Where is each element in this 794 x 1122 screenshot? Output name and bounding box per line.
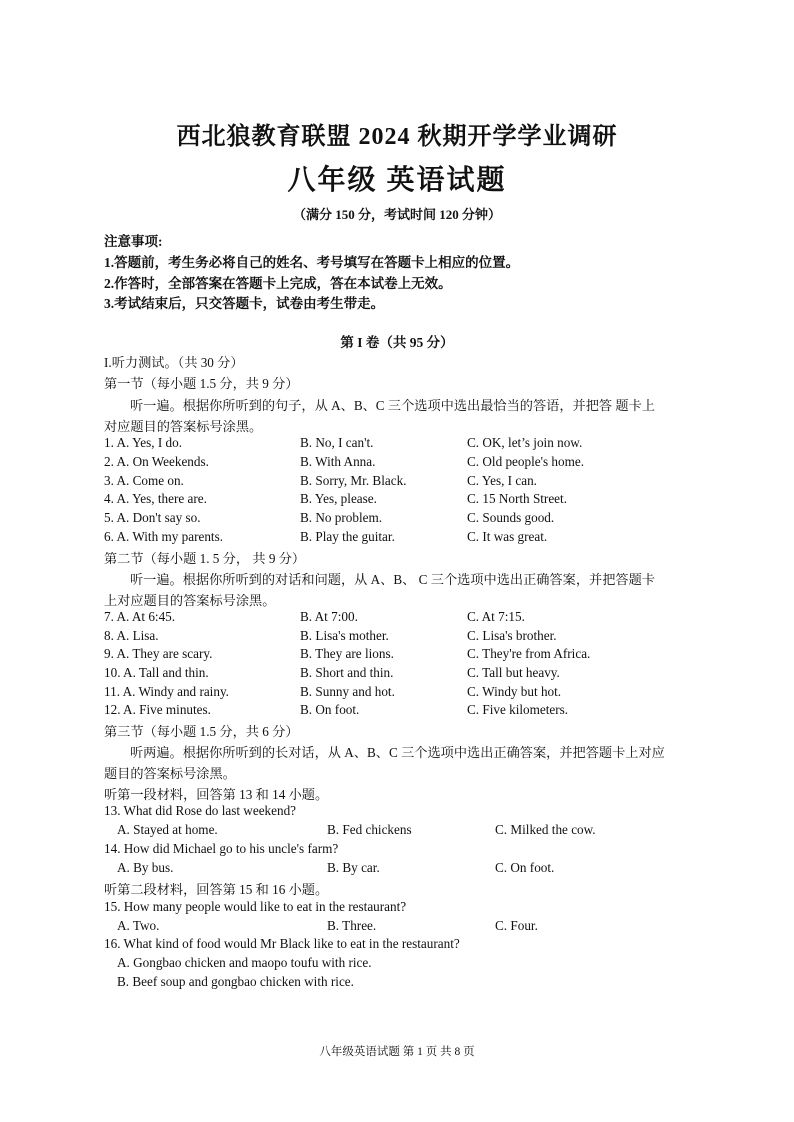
section-title: 第一节（每小题 1.5 分，共 9 分） bbox=[104, 376, 299, 391]
option-a: 7. A. At 6:45. bbox=[104, 609, 176, 624]
option-a: 5. A. Don't say so. bbox=[104, 510, 201, 525]
option-b: B. At 7:00. bbox=[300, 609, 358, 624]
option-b: B. Three. bbox=[327, 918, 377, 933]
option-c: C. Old people's home. bbox=[467, 454, 585, 469]
option-b: B. With Anna. bbox=[300, 454, 376, 469]
option-b: B. On foot. bbox=[300, 702, 360, 717]
option-a: A. Two. bbox=[117, 918, 160, 933]
notice-item: 3.考试结束后，只交答题卡，试卷由考生带走。 bbox=[104, 296, 385, 311]
section-instruction: 上对应题目的答案标号涂黑。 bbox=[104, 593, 276, 608]
option-a: 9. A. They are scary. bbox=[104, 646, 213, 661]
option-b: B. Fed chickens bbox=[327, 822, 412, 837]
option-c: C. On foot. bbox=[495, 860, 555, 875]
option-c: C. At 7:15. bbox=[467, 609, 525, 624]
material-intro: 听第一段材料，回答第 13 和 14 小题。 bbox=[104, 787, 329, 802]
option-c: C. OK, let’s join now. bbox=[467, 435, 583, 450]
option-b: B. Short and thin. bbox=[300, 665, 394, 680]
option-c: C. Four. bbox=[495, 918, 538, 933]
question-stem: 14. How did Michael go to his uncle's farm? bbox=[104, 841, 339, 856]
section-instruction: 题目的答案标号涂黑。 bbox=[104, 766, 236, 781]
question-stem: 13. What did Rose do last weekend? bbox=[104, 803, 297, 818]
option-b: B. By car. bbox=[327, 860, 380, 875]
option-c: C. Yes, I can. bbox=[467, 473, 537, 488]
option-a: 1. A. Yes, I do. bbox=[104, 435, 183, 450]
option-c: C. Sounds good. bbox=[467, 510, 555, 525]
option-a: 12. A. Five minutes. bbox=[104, 702, 211, 717]
part-title: I.听力测试。（共 30 分） bbox=[104, 355, 244, 370]
notice-heading: 注意事项: bbox=[104, 234, 163, 249]
option-b: B. Lisa's mother. bbox=[300, 628, 389, 643]
option-b: B. No problem. bbox=[300, 510, 383, 525]
option-a: A. By bus. bbox=[117, 860, 174, 875]
option-a: 3. A. Come on. bbox=[104, 473, 184, 488]
option-b: B. No, I can't. bbox=[300, 435, 374, 450]
section-title: 第三节（每小题 1.5 分，共 6 分） bbox=[104, 724, 299, 739]
option-b: B. Sorry, Mr. Black. bbox=[300, 473, 407, 488]
option-a: 8. A. Lisa. bbox=[104, 628, 159, 643]
option-c: C. Five kilometers. bbox=[467, 702, 569, 717]
section-instruction: 对应题目的答案标号涂黑。 bbox=[104, 419, 263, 434]
section-instruction: 听两遍。根据你所听到的长对话，从 A、B、C 三个选项中选出正确答案，并把答题卡上对应 bbox=[130, 745, 665, 760]
option-b: B. Yes, please. bbox=[300, 491, 377, 506]
notice-item: 1.答题前，考生务必将自己的姓名、考号填写在答题卡上相应的位置。 bbox=[104, 255, 520, 270]
exam-title: 西北狼教育联盟 2024 秋期开学学业调研 bbox=[176, 124, 618, 150]
question-stem: 16. What kind of food would Mr Black like to eat in the restaurant? bbox=[104, 936, 460, 951]
option-a: A. Gongbao chicken and maopo toufu with rice. bbox=[117, 955, 372, 970]
material-intro: 听第二段材料，回答第 15 和 16 小题。 bbox=[104, 882, 329, 897]
page-footer: 八年级英语试题 第 1 页 共 8 页 bbox=[319, 1046, 475, 1058]
option-b: B. They are lions. bbox=[300, 646, 394, 661]
option-c: C. Lisa's brother. bbox=[467, 628, 557, 643]
option-a: 11. A. Windy and rainy. bbox=[104, 684, 229, 699]
section-instruction: 听一遍。根据你所听到的对话和问题，从 A、B、 C 三个选项中选出正确答案，并把答题卡 bbox=[130, 572, 655, 587]
option-a: A. Stayed at home. bbox=[117, 822, 218, 837]
section-title: 第二节（每小题 1. 5 分， 共 9 分） bbox=[104, 551, 306, 566]
option-a: 2. A. On Weekends. bbox=[104, 454, 209, 469]
option-c: C. It was great. bbox=[467, 529, 548, 544]
option-b: B. Sunny and hot. bbox=[300, 684, 395, 699]
option-c: C. They're from Africa. bbox=[467, 646, 591, 661]
volume-title: 第 I 卷（共 95 分） bbox=[340, 335, 454, 350]
exam-subtitle: 八年级 英语试题 bbox=[287, 165, 507, 196]
question-stem: 15. How many people would like to eat in the restaurant? bbox=[104, 899, 407, 914]
notice-item: 2.作答时，全部答案在答题卡上完成，答在本试卷上无效。 bbox=[104, 276, 452, 291]
option-c: C. Milked the cow. bbox=[495, 822, 596, 837]
option-b: B. Beef soup and gongbao chicken with rice. bbox=[117, 974, 354, 989]
option-c: C. 15 North Street. bbox=[467, 491, 567, 506]
exam-info: （满分 150 分，考试时间 120 分钟） bbox=[292, 207, 501, 222]
option-a: 4. A. Yes, there are. bbox=[104, 491, 207, 506]
section-instruction: 听一遍。根据你所听到的句子，从 A、B、C 三个选项中选出最恰当的答语，并把答 题卡上 bbox=[130, 398, 655, 413]
option-a: 10. A. Tall and thin. bbox=[104, 665, 209, 680]
option-a: 6. A. With my parents. bbox=[104, 529, 224, 544]
option-c: C. Windy but hot. bbox=[467, 684, 562, 699]
option-c: C. Tall but heavy. bbox=[467, 665, 560, 680]
option-b: B. Play the guitar. bbox=[300, 529, 395, 544]
